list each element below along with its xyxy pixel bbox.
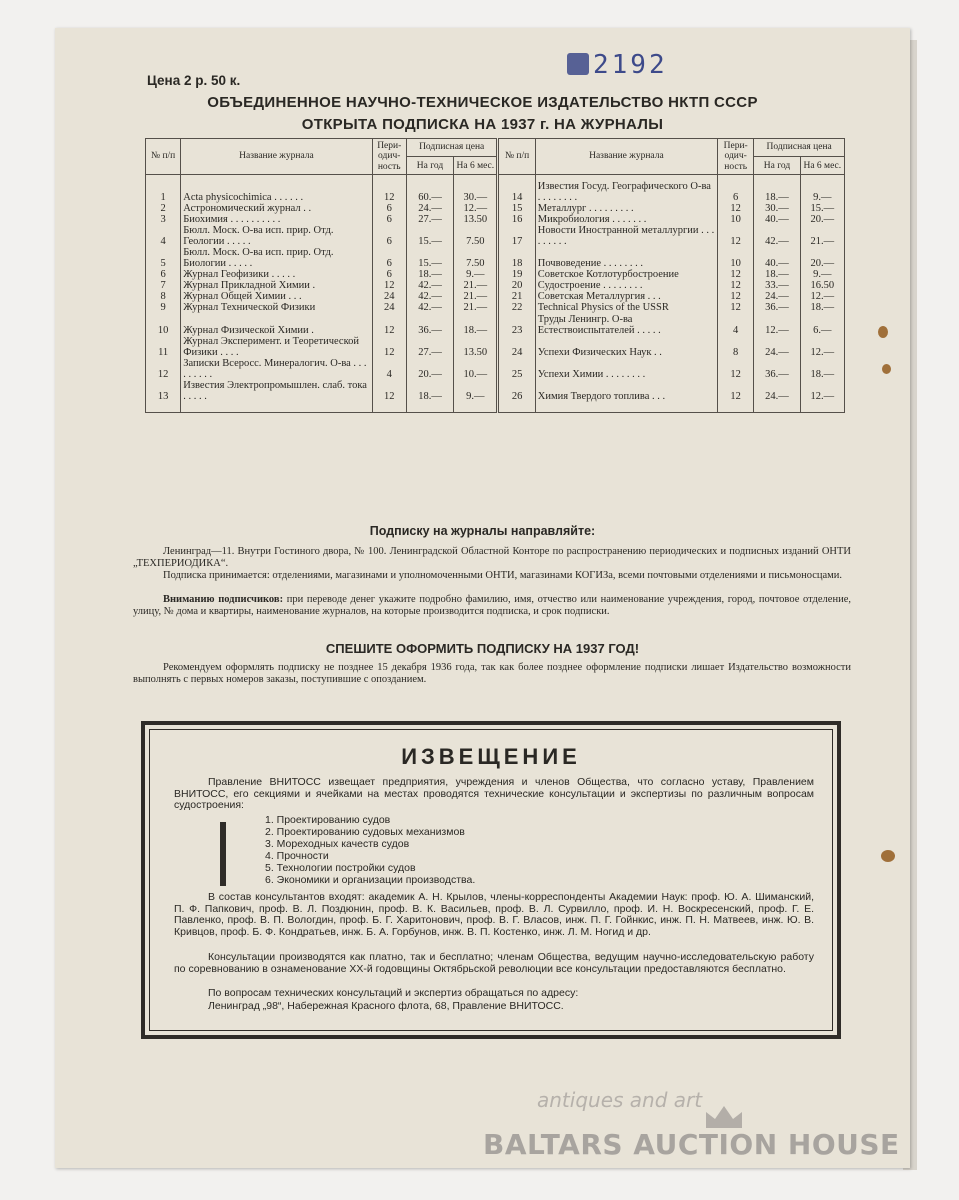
header-price: Подписная цена	[406, 139, 498, 157]
table-row	[146, 181, 845, 203]
notice-bar-mark	[220, 822, 226, 886]
journal-price-year: 27.—	[406, 214, 453, 225]
journal-price-year: 36.—	[406, 314, 453, 336]
journal-name: Бюлл. Моск. О-ва исп. прир. Отд. Геологии . . . . .	[181, 225, 372, 247]
table-row	[146, 291, 845, 302]
journal-name: Журнал Технической Физики	[181, 302, 372, 313]
journal-name: Журнал Эксперимент. и Теоретической Физики . . . .	[181, 336, 372, 358]
journal-name: Бюлл. Моск. О-ва исп. прир. Отд. Биологии . . . . .	[181, 247, 372, 269]
journal-price-year: 18.—	[754, 181, 800, 203]
hurry-heading: СПЕШИТЕ ОФОРМИТЬ ПОДПИСКУ НА 1937 ГОД!	[325, 641, 640, 656]
topic-item: 1. Проектированию судов	[265, 814, 391, 826]
journal-periodicity: 12	[372, 280, 406, 291]
journal-price-year: 20.—	[406, 358, 453, 380]
journal-price-half: 21.—	[454, 291, 498, 302]
table-row	[146, 358, 845, 380]
journal-price-year: 27.—	[406, 336, 453, 358]
journal-periodicity: 12	[718, 380, 754, 402]
journal-price-half: 18.—	[800, 358, 844, 380]
journal-price-year: 15.—	[406, 247, 453, 269]
table-row	[146, 247, 845, 269]
journal-price-year: 18.—	[406, 269, 453, 280]
journal-number: 12	[146, 358, 181, 380]
journal-price-half: 9.—	[800, 269, 844, 280]
journal-price-half: 21.—	[454, 302, 498, 313]
journal-periodicity: 12	[718, 203, 754, 214]
journal-name: Новости Иностранной металлургии . . . . . . . . .	[535, 225, 717, 247]
journal-price-half: 9.—	[454, 380, 498, 402]
topic-item: 3. Мореходных качеств судов	[265, 838, 410, 850]
journal-periodicity: 12	[718, 358, 754, 380]
journal-name: Микробиология . . . . . . .	[535, 214, 717, 225]
notice-consultants: В состав консультантов входят: академик А. Н. Крылов, члены-корреспонденты Академии Наук: проф. Ю. А. Шиманский, П. Ф. Папкович, проф. В. Л. Поздюнин, проф. В. К. Васильев, проф. В. Л. Сурвилло, проф. И. Н. Воскресенский, проф. Г. Е. Павленко, проф. В. П. Вологдин, проф. Б. Г. Харитонович, проф. В. Г. Власов, инж. П. Г. Гойнкис, инж. П. Н. Матвеев, инж. Ю. В. Кривцов, проф. Б. Ф. Кондратьев, инж. Б. А. Горбунов, инж. В. П. Костенко, инж. Л. М. Ногид и др.	[174, 891, 814, 938]
table-row	[146, 214, 845, 225]
journal-periodicity: 12	[718, 291, 754, 302]
header-num-right: № п/п	[498, 139, 535, 175]
document-page	[55, 28, 910, 1168]
journal-periodicity: 12	[372, 181, 406, 203]
journal-periodicity: 4	[372, 358, 406, 380]
journal-number: 20	[498, 280, 535, 291]
journal-number: 1	[146, 181, 181, 203]
address-paragraph: Ленинград—11. Внутри Гостиного двора, № 100. Ленинградской Областной Конторе по распространению периодических и подписных изданий ОНТИ „ТЕХПЕРИОДИКА“.	[133, 546, 851, 569]
header-year: На год	[406, 157, 453, 175]
journal-name: Судостроение . . . . . . . .	[535, 280, 717, 291]
journal-name: Журнал Геофизики . . . . .	[181, 269, 372, 280]
journal-periodicity: 8	[718, 336, 754, 358]
topic-item: 5. Технологии постройки судов	[265, 862, 416, 874]
journal-periodicity: 12	[718, 225, 754, 247]
header-name: Название журнала	[181, 139, 372, 175]
journal-periodicity: 12	[372, 314, 406, 336]
journal-price-year: 60.—	[406, 181, 453, 203]
crown-icon	[703, 1104, 745, 1130]
journal-name: Советская Металлургия . . .	[535, 291, 717, 302]
notice-contact: По вопросам технических консультаций и экспертиз обращаться по адресу:	[208, 987, 579, 999]
notice-heading: ИЗВЕЩЕНИЕ	[401, 744, 581, 769]
journal-price-year: 18.—	[406, 380, 453, 402]
journal-price-half: 6.—	[800, 314, 844, 336]
journal-number: 6	[146, 269, 181, 280]
stamp-number: 2192	[593, 50, 668, 80]
journal-price-half: 12.—	[800, 336, 844, 358]
journal-number: 22	[498, 302, 535, 313]
header-price-right: Подписная цена	[754, 139, 845, 157]
table-bottom-row	[146, 402, 845, 413]
journal-periodicity: 6	[372, 225, 406, 247]
notice-address: Ленинград „98“, Набережная Красного флота, 68, Правление ВНИТОСС.	[208, 1000, 564, 1012]
journal-price-year: 24.—	[406, 203, 453, 214]
notice-intro: Правление ВНИТОСС извещает предприятия, учреждения и членов Общества, что согласно уставу, Правлением ВНИТОСС, его секциями и ячейками на местах проводятся технические консультации и экспертизы по различным вопросам судостроения:	[174, 776, 814, 812]
table-row	[146, 225, 845, 247]
journal-price-year: 18.—	[754, 269, 800, 280]
journal-price-half: 12.—	[800, 380, 844, 402]
journal-periodicity: 10	[718, 247, 754, 269]
header-year-right: На год	[754, 157, 800, 175]
journal-name: Труды Ленингр. О-ва Естествоиспытателей . . . . .	[535, 314, 717, 336]
journal-number: 15	[498, 203, 535, 214]
journal-price-half: 30.—	[454, 181, 498, 203]
journal-periodicity: 12	[718, 302, 754, 313]
topic-item: 2. Проектированию судовых механизмов	[265, 826, 465, 838]
journal-number: 9	[146, 302, 181, 313]
journal-name: Почвоведение . . . . . . . .	[535, 247, 717, 269]
accept-paragraph: Подписка принимается: отделениями, магазинами и уполномоченными ОНТИ, магазинами КОГИЗа, всеми почтовыми отделениями и письмоносцами.	[163, 570, 843, 581]
journal-name: Acta physicochimica . . . . . .	[181, 181, 372, 203]
header-period: Пери-одич-ность	[372, 139, 406, 175]
table-row	[146, 280, 845, 291]
stain-spot	[878, 326, 888, 338]
journal-price-half: 12.—	[800, 291, 844, 302]
journal-price-year: 24.—	[754, 380, 800, 402]
journal-periodicity: 12	[718, 280, 754, 291]
subscription-heading: ОТКРЫТА ПОДПИСКА НА 1937 г. НА ЖУРНАЛЫ	[301, 116, 664, 133]
table-row	[146, 336, 845, 358]
send-heading: Подписку на журналы направляйте:	[369, 524, 596, 538]
journal-price-half: 21.—	[800, 225, 844, 247]
journal-periodicity: 6	[372, 247, 406, 269]
journal-price-year: 30.—	[754, 203, 800, 214]
header-num: № п/п	[146, 139, 181, 175]
journal-periodicity: 12	[372, 336, 406, 358]
journal-number: 10	[146, 314, 181, 336]
header-half: На 6 мес.	[454, 157, 498, 175]
table-row	[146, 203, 845, 214]
journal-number: 14	[498, 181, 535, 203]
journal-price-half: 13.50	[454, 336, 498, 358]
journal-price-half: 7.50	[454, 247, 498, 269]
journal-price-year: 33.—	[754, 280, 800, 291]
journal-price-half: 13.50	[454, 214, 498, 225]
journal-name: Technical Physics of the USSR	[535, 302, 717, 313]
notice-topics-list	[265, 814, 475, 886]
journal-price-half: 20.—	[800, 247, 844, 269]
journal-name: Журнал Физической Химии .	[181, 314, 372, 336]
journal-name: Известия Электропромышлен. слаб. тока . . . . .	[181, 380, 372, 402]
journal-periodicity: 10	[718, 214, 754, 225]
journal-number: 19	[498, 269, 535, 280]
journal-price-half: 15.—	[800, 203, 844, 214]
journal-price-half: 12.—	[454, 203, 498, 214]
journals-table	[145, 138, 845, 413]
journal-number: 26	[498, 380, 535, 402]
stain-spot	[882, 364, 891, 374]
notice-box	[141, 721, 841, 1039]
journal-number: 2	[146, 203, 181, 214]
journal-periodicity: 24	[372, 291, 406, 302]
inventory-stamp	[567, 50, 668, 80]
journal-price-year: 36.—	[754, 358, 800, 380]
journal-price-year: 42.—	[406, 302, 453, 313]
header-period-right: Пери-одич-ность	[718, 139, 754, 175]
notice-inner-frame	[149, 729, 833, 1031]
journal-periodicity: 6	[372, 214, 406, 225]
journal-periodicity: 12	[372, 380, 406, 402]
topic-item: 6. Экономики и организации производства.	[265, 874, 476, 886]
journal-price-year: 42.—	[754, 225, 800, 247]
journal-name: Журнал Прикладной Химии .	[181, 280, 372, 291]
journal-price-half: 9.—	[800, 181, 844, 203]
journal-number: 25	[498, 358, 535, 380]
journal-price-year: 40.—	[754, 247, 800, 269]
journal-price-year: 24.—	[754, 336, 800, 358]
journal-number: 4	[146, 225, 181, 247]
journal-number: 5	[146, 247, 181, 269]
journal-price-year: 42.—	[406, 291, 453, 302]
journal-periodicity: 24	[372, 302, 406, 313]
attention-text: при переводе денег укажите подробно фамилию, имя, отчество или наименование учреждения, город, почтовое отделение, улицу, № дома и квартиры, наименование журналов, на которые производится подписка, и срок подписки.	[133, 594, 851, 617]
header-name-right: Название журнала	[535, 139, 717, 175]
recommend-paragraph: Рекомендуем оформлять подписку не позднее 15 декабря 1936 года, так как более позднее оформление подписки лишает Издательство возможности выполнять с первых номеров заказы, поступившие с опозданием.	[133, 662, 851, 685]
journal-price-half: 20.—	[800, 214, 844, 225]
journal-price-year: 40.—	[754, 214, 800, 225]
journal-number: 11	[146, 336, 181, 358]
journal-number: 21	[498, 291, 535, 302]
journal-number: 18	[498, 247, 535, 269]
journal-price-year: 42.—	[406, 280, 453, 291]
journal-price-half: 10.—	[454, 358, 498, 380]
journals-table-body	[146, 175, 845, 412]
journal-periodicity: 6	[718, 181, 754, 203]
topic-item: 4. Прочности	[265, 850, 329, 862]
journal-price-year: 24.—	[754, 291, 800, 302]
journal-name: Металлург . . . . . . . . .	[535, 203, 717, 214]
price-label: Цена 2 р. 50 к.	[147, 73, 241, 88]
table-row	[146, 314, 845, 336]
journal-number: 7	[146, 280, 181, 291]
watermark-tagline: antiques and art	[537, 1088, 703, 1112]
journal-name: Успехи Химии . . . . . . . .	[535, 358, 717, 380]
journal-periodicity: 6	[372, 203, 406, 214]
journal-price-year: 36.—	[754, 302, 800, 313]
journal-number: 17	[498, 225, 535, 247]
table-row	[146, 302, 845, 313]
journal-name: Химия Твердого топлива . . .	[535, 380, 717, 402]
journal-number: 3	[146, 214, 181, 225]
journal-number: 24	[498, 336, 535, 358]
journal-price-half: 16.50	[800, 280, 844, 291]
journal-periodicity: 4	[718, 314, 754, 336]
journal-name: Записки Всеросс. Минералогич. О-ва . . . . . . . . .	[181, 358, 372, 380]
publisher-heading: ОБЪЕДИНЕННОЕ НАУЧНО-ТЕХНИЧЕСКОЕ ИЗДАТЕЛЬСТВО НКТП СССР	[207, 94, 758, 111]
journal-number: 8	[146, 291, 181, 302]
journal-number: 23	[498, 314, 535, 336]
journal-price-year: 12.—	[754, 314, 800, 336]
journal-price-year: 15.—	[406, 225, 453, 247]
notice-fees: Консультации производятся как платно, так и бесплатно; членам Общества, ведущим научно-исследовательскую работу по соревнованию в ознаменование XX-й годовщины Октябрьской революции все консультации предоставляются бесплатно.	[174, 951, 814, 975]
journal-name: Журнал Общей Химии . . .	[181, 291, 372, 302]
journal-number: 16	[498, 214, 535, 225]
journal-price-half: 18.—	[454, 314, 498, 336]
journal-name: Биохимия . . . . . . . . . .	[181, 214, 372, 225]
watermark-brand: BALTARS AUCTION HOUSE	[483, 1128, 900, 1161]
journal-name: Астрономический журнал . .	[181, 203, 372, 214]
table-row	[146, 269, 845, 280]
journal-price-half: 7.50	[454, 225, 498, 247]
table-row	[146, 380, 845, 402]
journal-price-half: 21.—	[454, 280, 498, 291]
header-half-right: На 6 мес.	[800, 157, 844, 175]
journal-name: Успехи Физических Наук . .	[535, 336, 717, 358]
journal-name: Советское Котлотурбостроение	[535, 269, 717, 280]
ink-blot	[567, 53, 589, 75]
attention-paragraph	[133, 594, 851, 618]
stain-spot	[881, 850, 895, 862]
journal-name: Известия Госуд. Географического О-ва . . . . . . . .	[535, 181, 717, 203]
journal-periodicity: 6	[372, 269, 406, 280]
journal-number: 13	[146, 380, 181, 402]
journal-price-half: 18.—	[800, 302, 844, 313]
attention-label: Вниманию подписчиков:	[163, 594, 284, 605]
journal-price-half: 9.—	[454, 269, 498, 280]
journal-periodicity: 12	[718, 269, 754, 280]
